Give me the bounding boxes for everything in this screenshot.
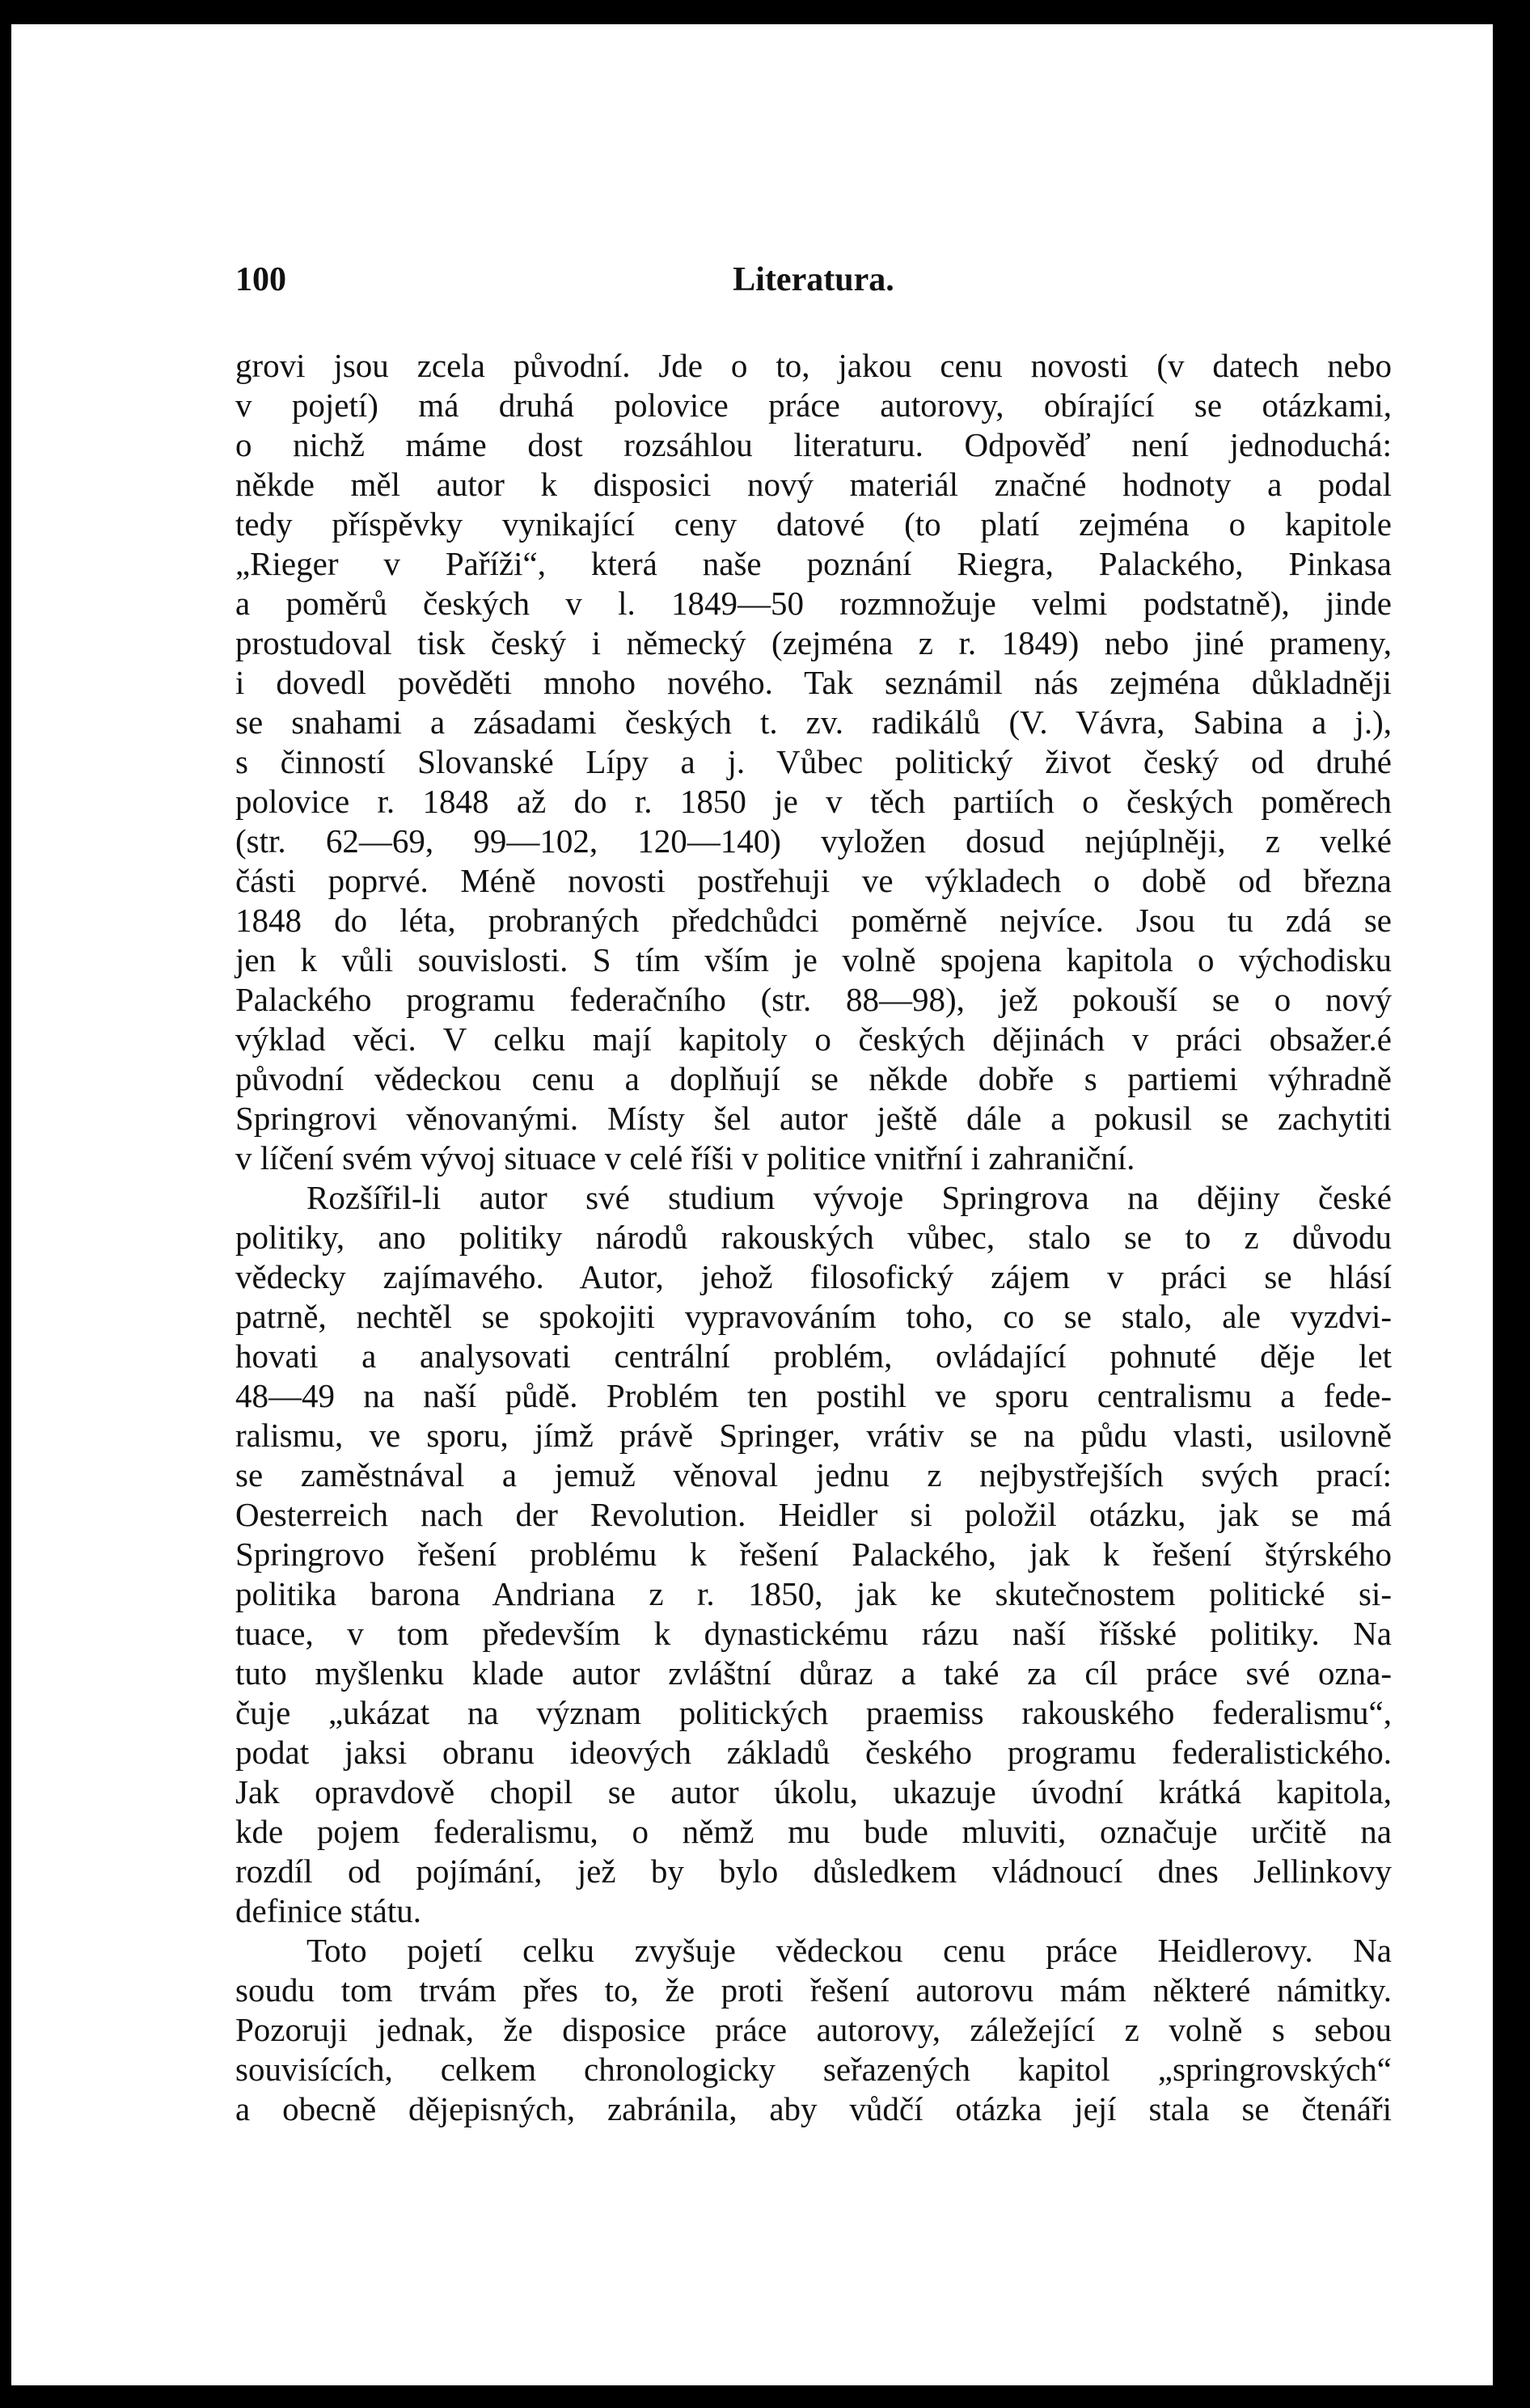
- text-line: Palackého programu federačního (str. 88—98), jež pokouší se o nový: [235, 981, 1392, 1018]
- text-line: Toto pojetí celku zvyšuje vědeckou cenu práce Heidlerovy. Na: [306, 1932, 1392, 1969]
- text-line: čuje „ukázat na význam politických praemiss rakouského federalismu“,: [235, 1694, 1392, 1731]
- text-line: definice státu.: [235, 1892, 421, 1929]
- text-line: Springrovi věnovanými. Místy šel autor ještě dále a pokusil se zachytiti: [235, 1100, 1392, 1137]
- page-header: [235, 256, 1392, 304]
- body-text: [235, 346, 1392, 2129]
- text-line: v pojetí) má druhá polovice práce autorovy, obírající se otázkami,: [235, 387, 1392, 424]
- text-line: o nichž máme dost rozsáhlou literaturu. Odpověď není jednoduchá:: [235, 426, 1392, 463]
- text-line: v líčení svém vývoj situace v celé říši v politice vnitřní i zahraniční.: [235, 1139, 1135, 1177]
- text-line: polovice r. 1848 až do r. 1850 je v těch partiích o českých poměrech: [235, 783, 1392, 820]
- text-line: 48—49 na naší půdě. Problém ten postihl ve sporu centralismu a fede-: [235, 1377, 1392, 1414]
- text-line: (str. 62—69, 99—102, 120—140) vyložen dosud nejúplněji, z velké: [235, 822, 1392, 860]
- text-line: patrně, nechtěl se spokojiti vypravováním toho, co se stalo, ale vyzdvi-: [235, 1298, 1392, 1335]
- text-line: i dovedl pověděti mnoho nového. Tak seznámil nás zejména důkladněji: [235, 664, 1392, 701]
- text-line: Pozoruji jednak, že disposice práce autorovy, záležející z volně s sebou: [235, 2011, 1392, 2048]
- page-number: 100: [235, 261, 286, 298]
- text-line: kde pojem federalismu, o němž mu bude mluviti, označuje určitě na: [235, 1813, 1392, 1850]
- text-line: původní vědeckou cenu a doplňují se někde dobře s partiemi výhradně: [235, 1060, 1392, 1097]
- text-line: podat jaksi obranu ideových základů českého programu federalistického.: [235, 1734, 1392, 1771]
- text-line: jen k vůli souvislosti. S tím vším je volně spojena kapitola o východisku: [235, 941, 1392, 978]
- text-line: Rozšířil-li autor své studium vývoje Springrova na dějiny české: [306, 1179, 1392, 1216]
- text-line: Jak opravdově chopil se autor úkolu, ukazuje úvodní krátká kapitola,: [235, 1773, 1392, 1810]
- text-line: „Rieger v Paříži“, která naše poznání Riegra, Palackého, Pinkasa: [235, 545, 1392, 582]
- text-line: grovi jsou zcela původní. Jde o to, jakou cenu novosti (v datech nebo: [235, 347, 1392, 384]
- text-line: tuto myšlenku klade autor zvláštní důraz a také za cíl práce své ozna-: [235, 1654, 1392, 1692]
- text-line: a obecně dějepisných, zabránila, aby vůdčí otázka její stala se čtenáři: [235, 2090, 1392, 2127]
- paragraph: [235, 1931, 1392, 2129]
- text-line: rozdíl od pojímání, jež by bylo důsledkem vládnoucí dnes Jellinkovy: [235, 1852, 1392, 1890]
- text-line: ralismu, ve sporu, jímž právě Springer, vrátiv se na půdu vlasti, usilovně: [235, 1417, 1392, 1454]
- text-line: někde měl autor k disposici nový materiál značné hodnoty a podal: [235, 466, 1392, 503]
- running-title: Literatura.: [733, 261, 894, 298]
- text-line: Springrovo řešení problému k řešení Palackého, jak k řešení štýrského: [235, 1536, 1392, 1573]
- text-line: politika barona Andriana z r. 1850, jak ke skutečnostem politické si-: [235, 1575, 1392, 1612]
- text-line: části poprvé. Méně novosti postřehuji ve výkladech o době od března: [235, 862, 1392, 899]
- text-line: vědecky zajímavého. Autor, jehož filosofický zájem v práci se hlásí: [235, 1258, 1392, 1295]
- text-line: souvisících, celkem chronologicky seřazených kapitol „springrovských“: [235, 2051, 1392, 2088]
- text-line: Oesterreich nach der Revolution. Heidler si položil otázku, jak se má: [235, 1496, 1392, 1533]
- text-line: s činností Slovanské Lípy a j. Vůbec politický život český od druhé: [235, 743, 1392, 780]
- text-line: hovati a analysovati centrální problém, ovládající pohnuté děje let: [235, 1337, 1392, 1375]
- text-line: 1848 do léta, probraných předchůdci poměrně nejvíce. Jsou tu zdá se: [235, 902, 1392, 939]
- text-line: prostudoval tisk český i německý (zejména z r. 1849) nebo jiné prameny,: [235, 624, 1392, 661]
- text-line: výklad věci. V celku mají kapitoly o českých dějinách v práci obsažer.é: [235, 1020, 1392, 1058]
- text-line: a poměrů českých v l. 1849—50 rozmnožuje velmi podstatně), jinde: [235, 585, 1392, 622]
- text-line: tuace, v tom především k dynastickému rázu naší říšské politiky. Na: [235, 1615, 1392, 1652]
- text-line: se zaměstnával a jemuž věnoval jednu z nejbystřejších svých prací:: [235, 1456, 1392, 1493]
- text-line: tedy příspěvky vynikající ceny datové (to platí zejména o kapitole: [235, 505, 1392, 543]
- paragraph: [235, 346, 1392, 1178]
- page: [11, 24, 1493, 2385]
- text-line: politiky, ano politiky národů rakouských vůbec, stalo se to z důvodu: [235, 1219, 1392, 1256]
- paragraph: [235, 1178, 1392, 1931]
- text-line: soudu tom trvám přes to, že proti řešení autorovu mám některé námitky.: [235, 1971, 1392, 2009]
- text-line: se snahami a zásadami českých t. zv. radikálů (V. Vávra, Sabina a j.),: [235, 703, 1392, 741]
